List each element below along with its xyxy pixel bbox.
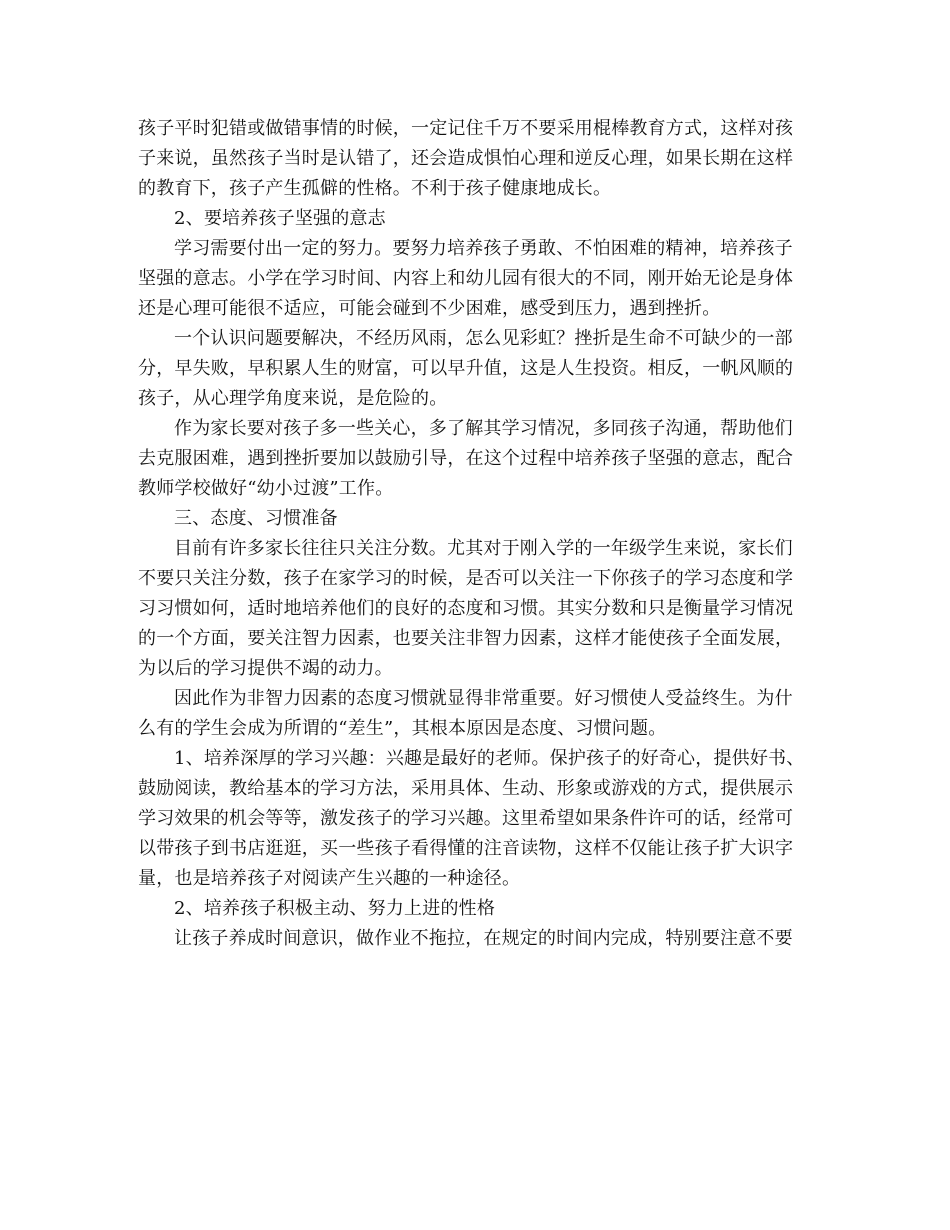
text-line: 么有的学生会成为所谓的“差生”，其根本原因是态度、习惯问题。	[138, 718, 667, 739]
text-line: 的教育下，孩子产生孤僻的性格。不利于孩子健康地成长。	[138, 178, 612, 199]
text-line: 子来说，虽然孩子当时是认错了，还会造成惧怕心理和逆反心理，如果长期在这样	[138, 148, 794, 169]
text-line: 去克服困难，遇到挫折要加以鼓励引导，在这个过程中培养孩子坚强的意志，配合	[138, 448, 794, 469]
text-line: 坚强的意志。小学在学习时间、内容上和幼儿园有很大的不同，刚开始无论是身体	[138, 268, 794, 289]
text-line: 目前有许多家长往往只关注分数。尤其对于刚入学的一年级学生来说，家长们	[174, 538, 793, 559]
section-heading: 2、培养孩子积极主动、努力上进的性格	[174, 898, 496, 919]
text-line: 作为家长要对孩子多一些关心，多了解其学习情况，多同孩子沟通，帮助他们	[174, 418, 793, 439]
text-line: 学习需要付出一定的努力。要努力培养孩子勇敢、不怕困难的精神，培养孩子	[174, 238, 793, 259]
text-line: 教师学校做好“幼小过渡”工作。	[138, 478, 394, 499]
text-line: 让孩子养成时间意识，做作业不拖拉，在规定的时间内完成，特别要注意不要	[174, 928, 793, 949]
section-heading: 2、要培养孩子坚强的意志	[174, 208, 386, 229]
text-line: 因此作为非智力因素的态度习惯就显得非常重要。好习惯使人受益终生。为什	[174, 688, 793, 709]
text-line: 学习效果的机会等等，激发孩子的学习兴趣。这里希望如果条件许可的话，经常可	[138, 808, 794, 829]
section-heading: 三、态度、习惯准备	[174, 508, 338, 529]
text-line: 鼓励阅读，教给基本的学习方法，采用具体、生动、形象或游戏的方式，提供展示	[138, 778, 794, 799]
text-line: 不要只关注分数，孩子在家学习的时候，是否可以关注一下你孩子的学习态度和学	[138, 568, 794, 589]
text-line: 一个认识问题要解决，不经历风雨，怎么见彩虹？挫折是生命不可缺少的一部	[174, 328, 793, 349]
text-line: 为以后的学习提供不竭的动力。	[138, 658, 393, 679]
text-line: 孩子平时犯错或做错事情的时候，一定记住千万不要采用棍棒教育方式，这样对孩	[138, 118, 794, 139]
text-line: 1、培养深厚的学习兴趣：兴趣是最好的老师。保护孩子的好奇心，提供好书、	[174, 748, 805, 769]
text-line: 的一个方面，要关注智力因素，也要关注非智力因素，这样才能使孩子全面发展，	[138, 628, 794, 649]
document-body	[138, 114, 828, 954]
text-line: 孩子，从心理学角度来说，是危险的。	[138, 388, 448, 409]
text-line: 量，也是培养孩子对阅读产生兴趣的一种途径。	[138, 868, 521, 889]
text-line: 以带孩子到书店逛逛，买一些孩子看得懂的注音读物，这样不仅能让孩子扩大识字	[138, 838, 794, 859]
text-line: 习习惯如何，适时地培养他们的良好的态度和习惯。其实分数和只是衡量学习情况	[138, 598, 794, 619]
text-line: 分，早失败，早积累人生的财富，可以早升值，这是人生投资。相反，一帆风顺的	[138, 358, 794, 379]
text-line: 还是心理可能很不适应，可能会碰到不少困难，感受到压力，遇到挫折。	[138, 298, 721, 319]
